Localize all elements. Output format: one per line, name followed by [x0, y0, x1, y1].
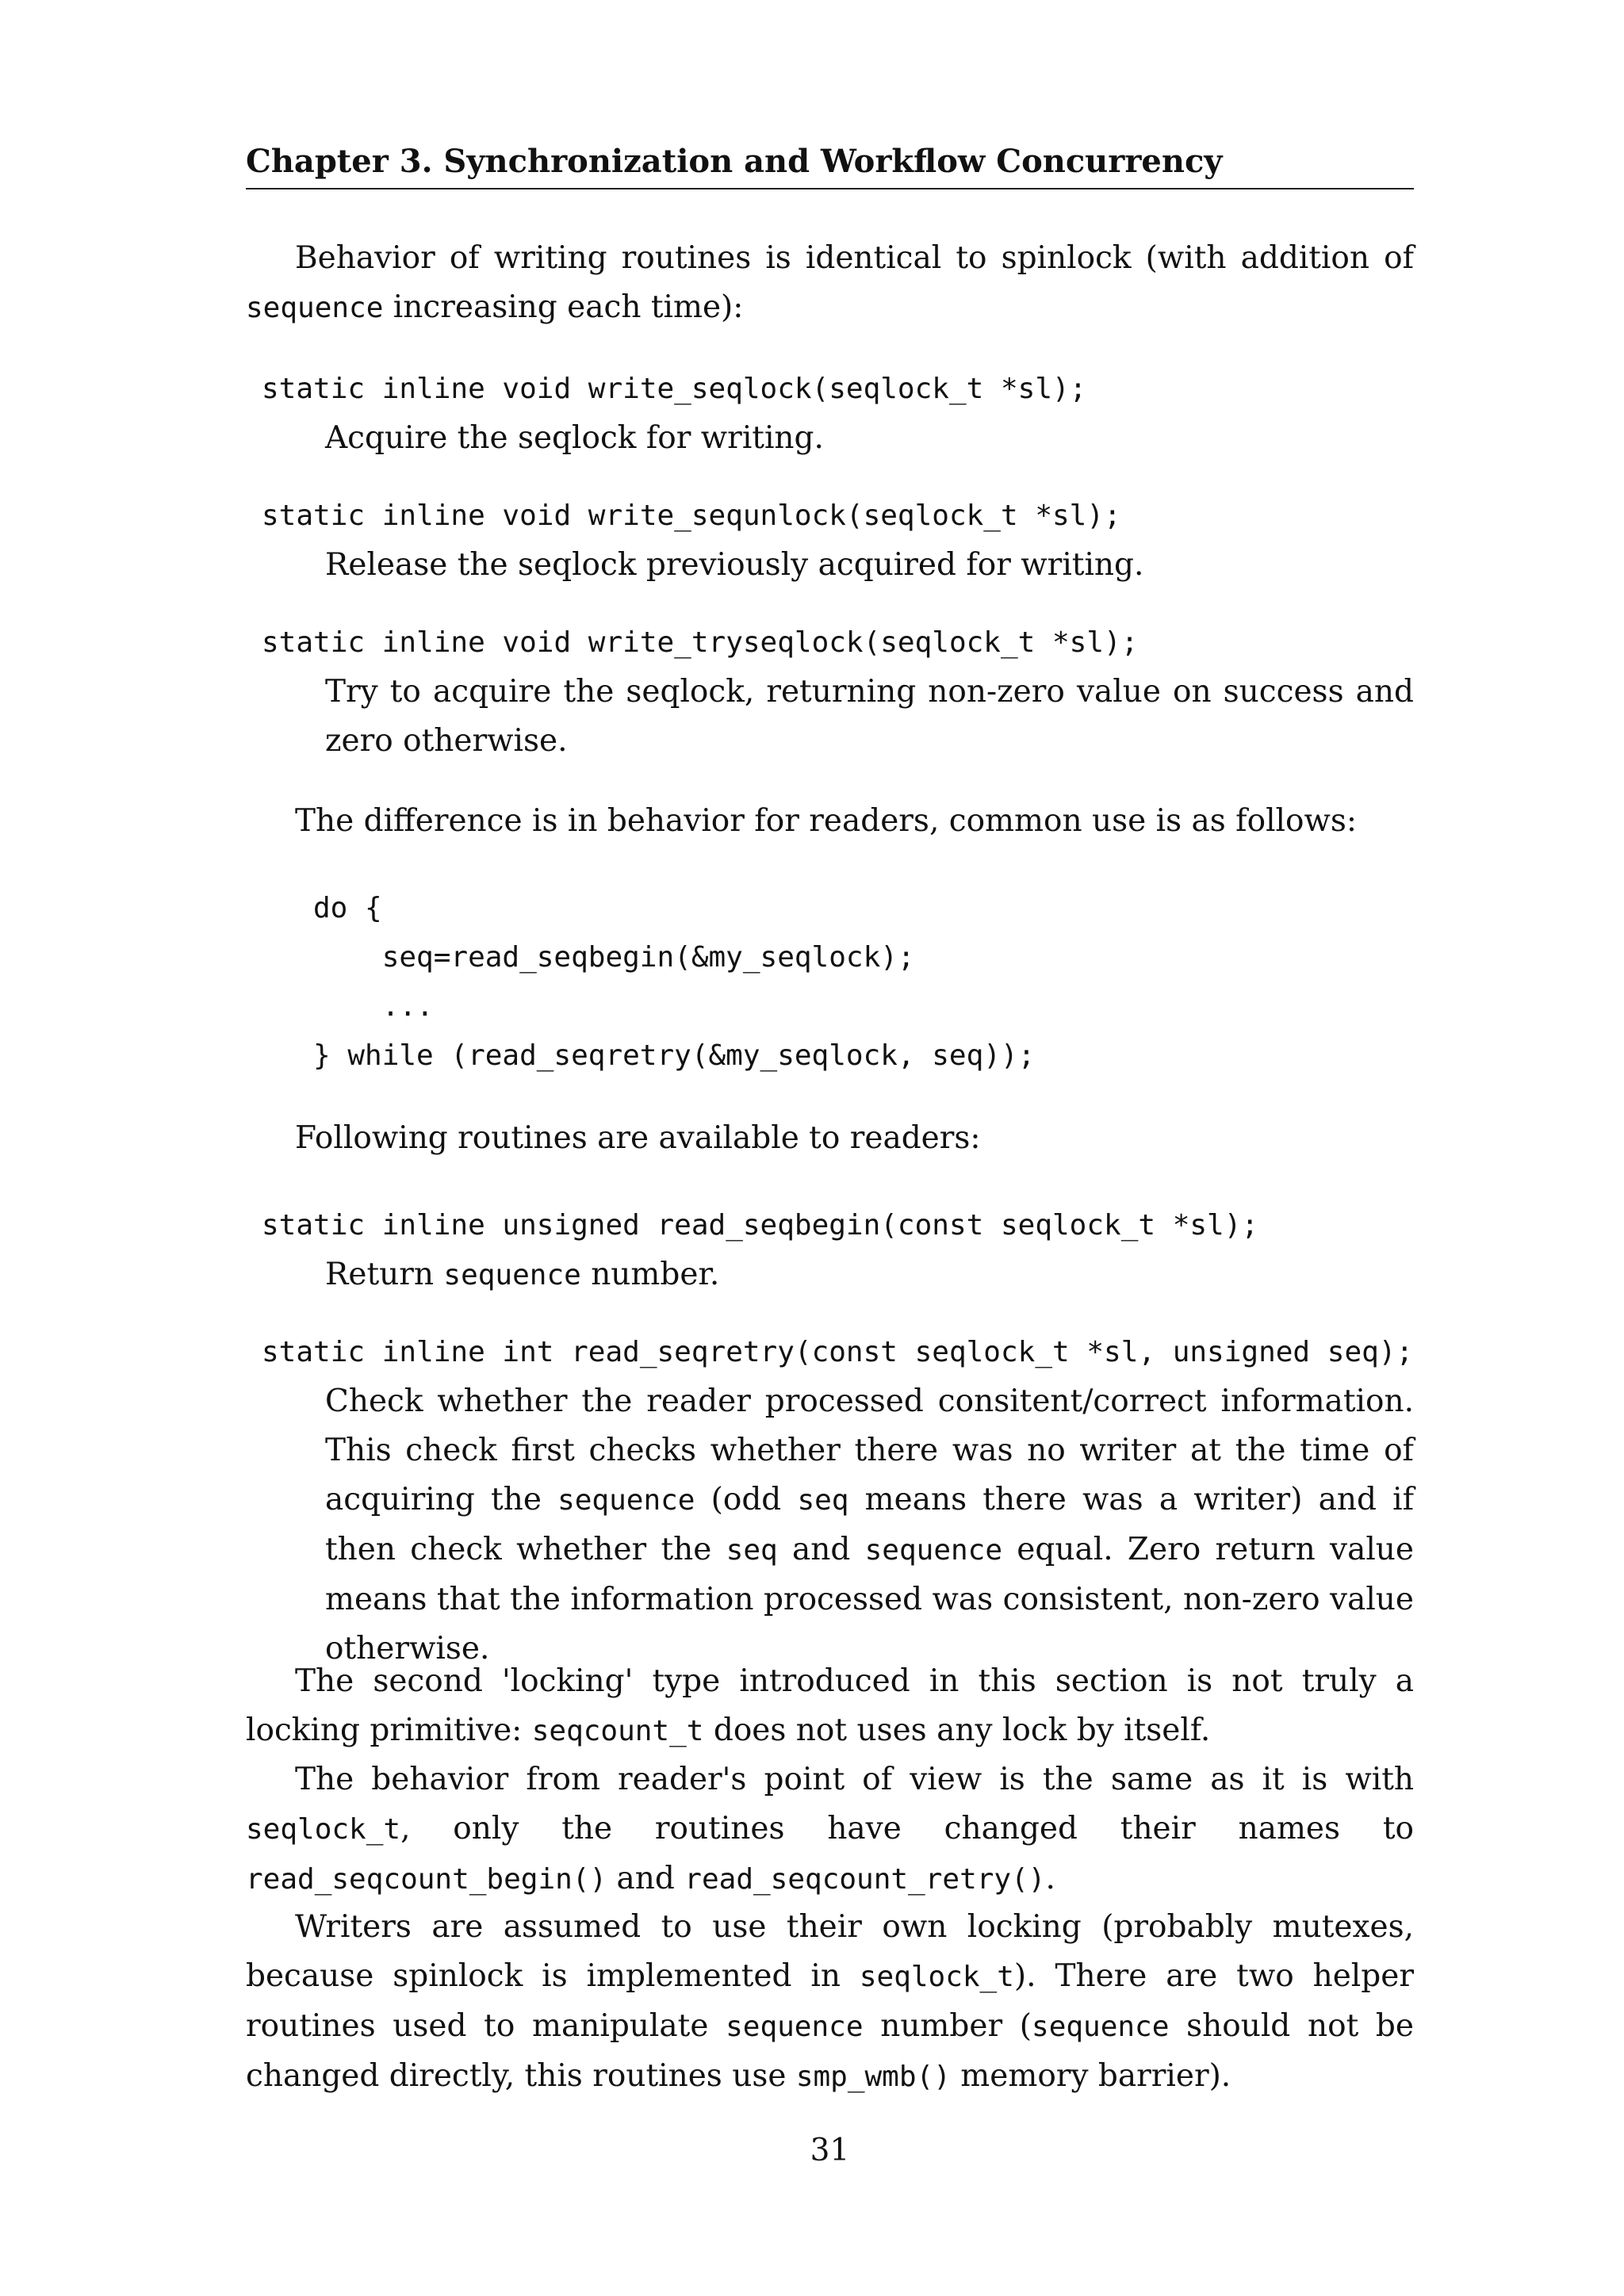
- write-seqlock-signature: static inline void write_seqlock(seqlock_t *sl);: [262, 373, 1087, 405]
- read-seqretry-signature: static inline int read_seqretry(const seqlock_t *sl, unsigned seq);: [262, 1336, 1414, 1368]
- read-seqretry-description: Check whether the reader processed consitent/correct information. This check first checks whether there was no writer at the time of acquiring the sequence (odd seq means there was a writer) and if then check whether the seq and sequence equal. Zero return value means that the information processed was consistent, non-zero value otherwise.: [325, 1383, 1415, 1667]
- read-seqbegin-description: Return sequence number.: [325, 1257, 720, 1292]
- inline-code: read_seqcount_begin(): [246, 1863, 607, 1896]
- code-line: do {: [313, 892, 382, 924]
- page-number: 31: [810, 2133, 850, 2168]
- inline-code: sequence: [726, 2011, 864, 2043]
- inline-code: seqlock_t: [859, 1961, 1014, 1993]
- inline-code: seq: [726, 1534, 778, 1567]
- write-sequnlock-signature: static inline void write_sequnlock(seqlock_t *sl);: [262, 499, 1121, 532]
- inline-code: smp_wmb(): [795, 2061, 951, 2093]
- running-header: Chapter 3. Synchronization and Workflow Concurrency: [246, 143, 1414, 189]
- seqcount-paragraph: The second 'locking' type introduced in this section is not truly a locking primitive: seqcount_t does not uses any lock by itself.: [246, 1663, 1414, 1748]
- inline-code: sequence: [443, 1259, 581, 1292]
- inline-code: sequence: [864, 1534, 1003, 1567]
- code-line: seq=read_seqbegin(&my_seqlock);: [313, 941, 915, 974]
- code-line: } while (read_seqretry(&my_seqlock, seq));: [313, 1039, 1036, 1072]
- writers-paragraph: Writers are assumed to use their own locking (probably mutexes, because spinlock is implemented in seqlock_t). There are two helper routines used to manipulate sequence number (sequence should not be changed directly, this routines use smp_wmb() memory barrier).: [246, 1909, 1414, 2094]
- inline-code: sequence: [246, 292, 384, 324]
- inline-code: read_seqcount_retry(): [684, 1863, 1046, 1896]
- inline-code: seqlock_t: [246, 1813, 401, 1846]
- reader-view-paragraph: The behavior from reader's point of view is the same as it is with seqlock_t, only the routines have changed their names to read_seqcount_begin() and read_seqcount_retry().: [246, 1762, 1414, 1896]
- write-seqlock-description: Acquire the seqlock for writing.: [325, 420, 824, 456]
- inline-code: sequence: [1032, 2011, 1170, 2043]
- inline-code: seq: [797, 1484, 849, 1517]
- inline-code: sequence: [557, 1484, 695, 1517]
- code-line: ...: [313, 990, 434, 1023]
- write-tryseqlock-description: Try to acquire the seqlock, returning non-zero value on success and zero otherwise.: [325, 674, 1414, 759]
- readers-intro: The difference is in behavior for readers, common use is as follows:: [295, 803, 1358, 839]
- readers-list-intro: Following routines are available to readers:: [295, 1120, 981, 1156]
- intro-paragraph: Behavior of writing routines is identical to spinlock (with addition of sequence increasing each time):: [246, 240, 1414, 325]
- document-page: [246, 0, 1414, 2296]
- write-sequnlock-description: Release the seqlock previously acquired for writing.: [325, 547, 1144, 583]
- read-seqbegin-signature: static inline unsigned read_seqbegin(const seqlock_t *sl);: [262, 1209, 1259, 1242]
- write-tryseqlock-signature: static inline void write_tryseqlock(seqlock_t *sl);: [262, 626, 1139, 659]
- inline-code: seqcount_t: [531, 1715, 704, 1747]
